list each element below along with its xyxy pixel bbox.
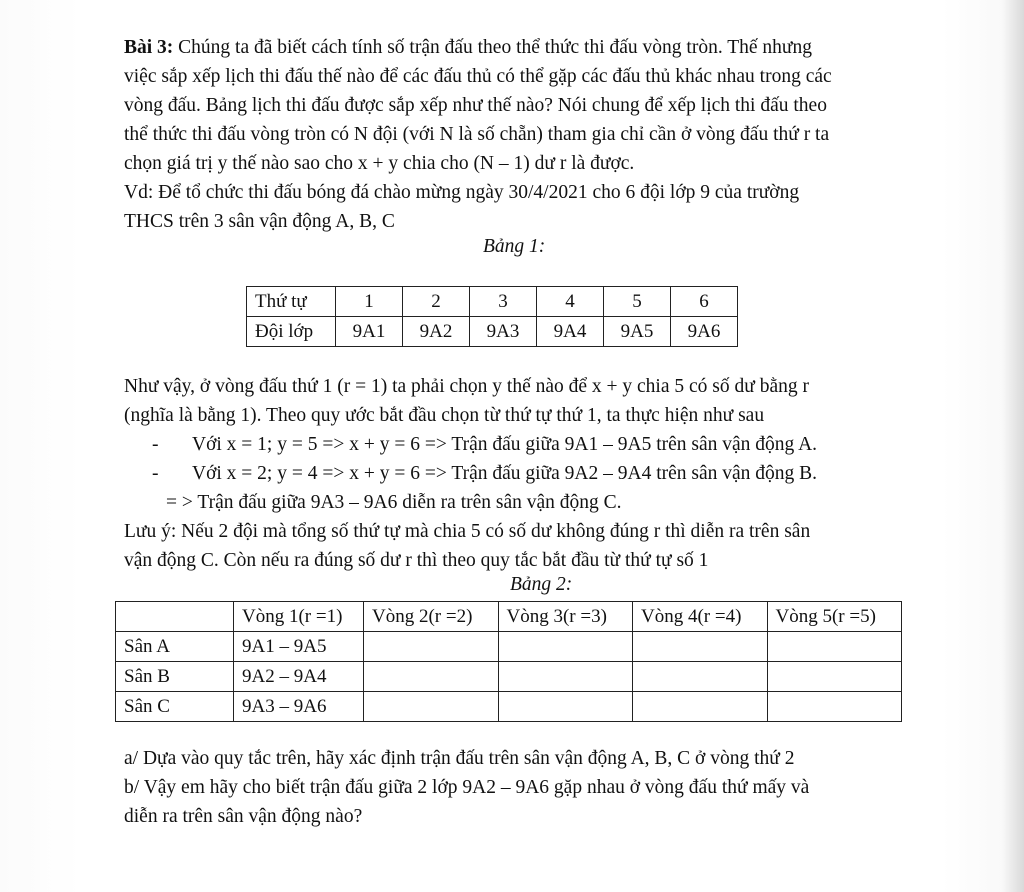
table2-header-cell bbox=[116, 602, 234, 632]
paragraph2-line-1: Như vậy, ở vòng đấu thứ 1 (r = 1) ta phải chọn y thế nào để x + y chia 5 có số dư bằng r bbox=[124, 376, 809, 397]
table1-caption: Bảng 1: bbox=[483, 236, 546, 257]
question-b-line-2: diễn ra trên sân vận động nào? bbox=[124, 806, 363, 827]
bullet-2 bbox=[152, 459, 817, 488]
table2-header-cell: Vòng 5(r =5) bbox=[767, 602, 902, 632]
bullet-1-text: Với x = 1; y = 5 => x + y = 6 => Trận đấu giữa 9A1 – 9A5 trên sân vận động A. bbox=[192, 434, 818, 455]
question-a: a/ Dựa vào quy tắc trên, hãy xác định trận đấu trên sân vận động A, B, C ở vòng thứ 2 bbox=[124, 748, 795, 769]
table1-cell: 3 bbox=[470, 287, 537, 317]
table1-row-team bbox=[247, 317, 738, 347]
table1-cell: 9A6 bbox=[671, 317, 738, 347]
table1-cell: 9A1 bbox=[336, 317, 403, 347]
table2-row-san-a bbox=[116, 632, 902, 662]
table2-cell: Sân C bbox=[116, 692, 234, 722]
table1 bbox=[246, 286, 738, 347]
bullet-1 bbox=[152, 430, 817, 459]
table2-cell bbox=[633, 662, 768, 692]
note-line-1: Lưu ý: Nếu 2 đội mà tổng số thứ tự mà chia 5 có số dư không đúng r thì diễn ra trên sân bbox=[124, 521, 811, 542]
example-line-1: Vd: Để tổ chức thi đấu bóng đá chào mừng ngày 30/4/2021 cho 6 đội lớp 9 của trường bbox=[124, 182, 800, 203]
page-edge-shadow bbox=[1002, 0, 1024, 892]
bullet-dash: - bbox=[152, 463, 159, 484]
paragraph2-line-2: (nghĩa là bằng 1). Theo quy ước bắt đầu chọn từ thứ tự thứ 1, ta thực hiện như sau bbox=[124, 405, 765, 426]
table2-row-san-b bbox=[116, 662, 902, 692]
note-line-2: vận động C. Còn nếu ra đúng số dư r thì theo quy tắc bắt đầu từ thứ tự số 1 bbox=[124, 550, 709, 571]
table2-cell bbox=[498, 692, 633, 722]
table2 bbox=[115, 601, 902, 722]
table1-cell: 4 bbox=[537, 287, 604, 317]
paragraph1-line-3: vòng đấu. Bảng lịch thi đấu được sắp xếp như thế nào? Nói chung để xếp lịch thi đấu theo bbox=[124, 95, 827, 116]
table2-cell bbox=[767, 692, 902, 722]
bullet-dash: - bbox=[152, 434, 159, 455]
table2-cell bbox=[498, 632, 633, 662]
paragraph1-line-4: thể thức thi đấu vòng tròn có N đội (với N là số chẵn) tham gia chỉ cần ở vòng đấu thứ r ta bbox=[124, 124, 830, 145]
conclusion-line: = > Trận đấu giữa 9A3 – 9A6 diễn ra trên sân vận động C. bbox=[166, 492, 622, 513]
table2-header-cell: Vòng 4(r =4) bbox=[633, 602, 768, 632]
paragraph1-line-5: chọn giá trị y thế nào sao cho x + y chia cho (N – 1) dư r là được. bbox=[124, 153, 635, 174]
table2-cell bbox=[364, 632, 499, 662]
table2-cell bbox=[633, 692, 768, 722]
table1-cell: Thứ tự bbox=[247, 287, 336, 317]
table2-cell: Sân B bbox=[116, 662, 234, 692]
table2-cell bbox=[767, 632, 902, 662]
table1-cell: Đội lớp bbox=[247, 317, 336, 347]
table1-cell: 9A2 bbox=[403, 317, 470, 347]
table1-cell: 9A4 bbox=[537, 317, 604, 347]
table2-header-row bbox=[116, 602, 902, 632]
table2-header-cell: Vòng 3(r =3) bbox=[498, 602, 633, 632]
table2-cell bbox=[498, 662, 633, 692]
table1-cell: 2 bbox=[403, 287, 470, 317]
table1-cell: 9A3 bbox=[470, 317, 537, 347]
table1-cell: 1 bbox=[336, 287, 403, 317]
table1-cell: 5 bbox=[604, 287, 671, 317]
table1-cell: 9A5 bbox=[604, 317, 671, 347]
table2-cell bbox=[767, 662, 902, 692]
table2-cell: 9A2 – 9A4 bbox=[234, 662, 364, 692]
bullet-2-text: Với x = 2; y = 4 => x + y = 6 => Trận đấu giữa 9A2 – 9A4 trên sân vận động B. bbox=[192, 463, 818, 484]
table1-cell: 6 bbox=[671, 287, 738, 317]
table2-caption: Bảng 2: bbox=[510, 574, 573, 595]
table2-cell: 9A1 – 9A5 bbox=[234, 632, 364, 662]
table2-cell: 9A3 – 9A6 bbox=[234, 692, 364, 722]
paragraph1-line-1-text: Chúng ta đã biết cách tính số trận đấu theo thể thức thi đấu vòng tròn. Thế nhưng bbox=[173, 37, 812, 58]
table2-cell bbox=[633, 632, 768, 662]
table2-cell: Sân A bbox=[116, 632, 234, 662]
table2-row-san-c bbox=[116, 692, 902, 722]
table2-header-cell: Vòng 1(r =1) bbox=[234, 602, 364, 632]
table2-header-cell: Vòng 2(r =2) bbox=[364, 602, 499, 632]
table1-row-order bbox=[247, 287, 738, 317]
paragraph1-line-1 bbox=[124, 33, 812, 62]
exercise-label: Bài 3: bbox=[124, 37, 174, 58]
table2-cell bbox=[364, 662, 499, 692]
question-b-line-1: b/ Vậy em hãy cho biết trận đấu giữa 2 lớp 9A2 – 9A6 gặp nhau ở vòng đấu thứ mấy và bbox=[124, 777, 810, 798]
example-line-2: THCS trên 3 sân vận động A, B, C bbox=[124, 211, 395, 232]
paragraph1-line-2: việc sắp xếp lịch thi đấu thế nào để các đấu thủ có thể gặp các đấu thủ khác nhau trong các bbox=[124, 66, 832, 87]
table2-cell bbox=[364, 692, 499, 722]
